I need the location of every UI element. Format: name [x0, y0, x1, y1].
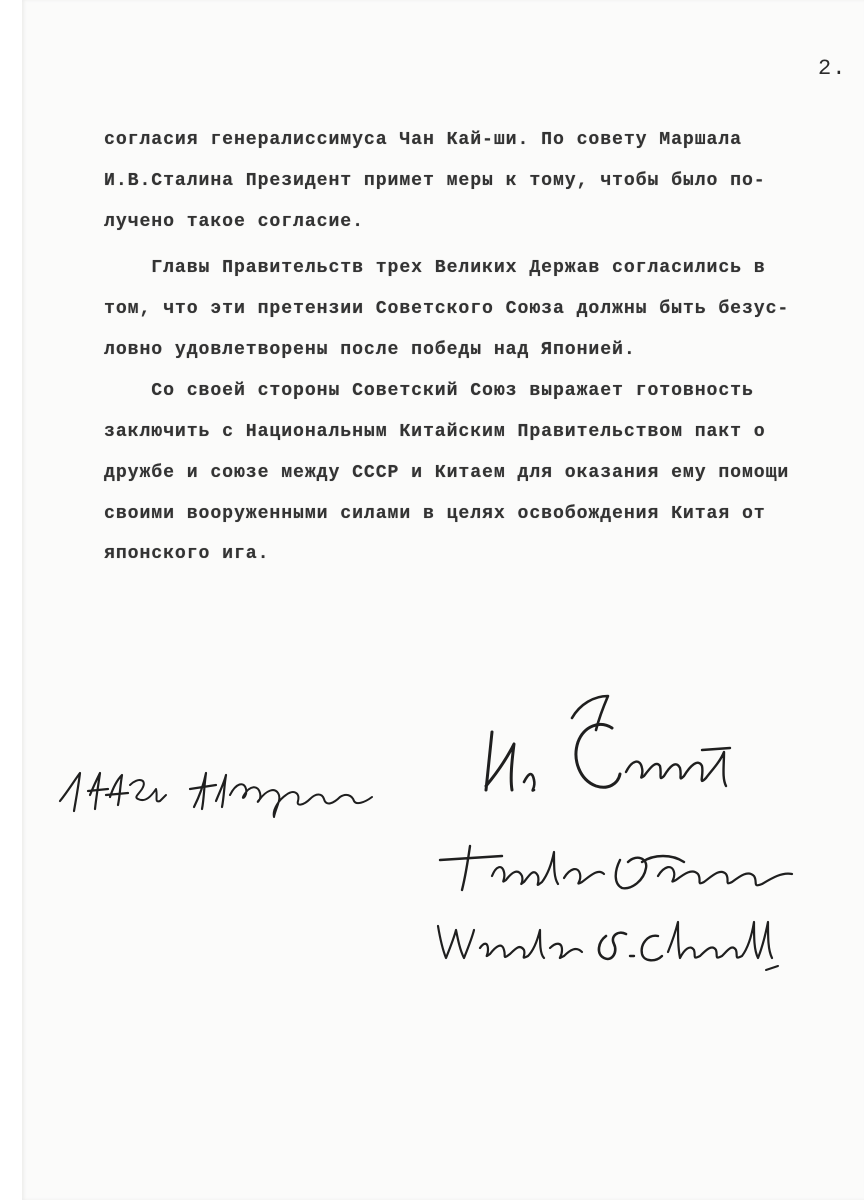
stalin-signature — [462, 690, 762, 810]
churchill-signature — [422, 908, 792, 978]
handwritten-date-signature — [54, 755, 384, 825]
text-line-11: японского ига. — [104, 544, 270, 564]
text-line-3: лучено такое согласие. — [104, 212, 364, 232]
document-page — [22, 0, 864, 1200]
text-line-6: ловно удовлетворены после победы над Японией. — [104, 340, 636, 360]
text-line-9: дружбе и союзе между СССР и Китаем для оказания ему помощи — [104, 463, 790, 483]
roosevelt-signature — [422, 832, 812, 902]
text-line-7: Со своей стороны Советский Союз выражает готовность — [104, 381, 754, 401]
text-line-5: том, что эти претензии Советского Союза должны быть безус- — [104, 299, 790, 319]
text-line-8: заключить с Национальным Китайским Правительством пакт о — [104, 422, 766, 442]
page-number: 2. — [818, 56, 847, 81]
text-line-2: И.В.Сталина Президент примет меры к тому, чтобы было по- — [104, 171, 766, 191]
text-line-4: Главы Правительств трех Великих Держав согласились в — [104, 258, 766, 278]
text-line-10: своими вооруженными силами в целях освобождения Китая от — [104, 504, 766, 524]
text-line-1: согласия генералиссимуса Чан Кай-ши. По совету Маршала — [104, 130, 742, 150]
